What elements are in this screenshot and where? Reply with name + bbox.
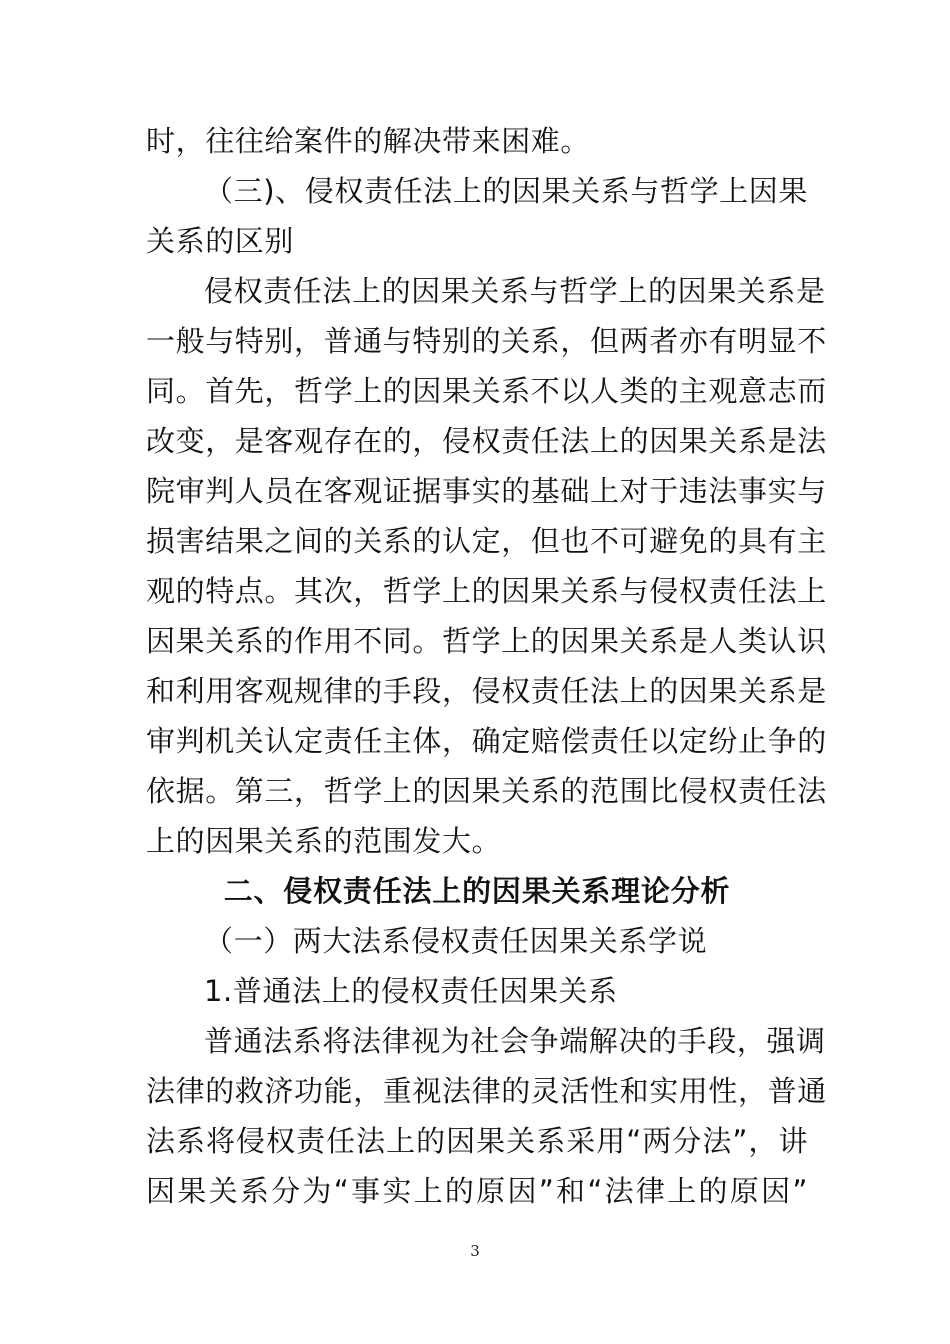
body-line-6: 同。首先，哲学上的因果关系不以人类的主观意志而	[146, 374, 827, 408]
subsubsection-heading: 1.普通法上的侵权责任因果关系	[204, 974, 618, 1008]
body-line-22: 因果关系分为“事实上的原因”和“法律上的原因”	[146, 1174, 808, 1208]
body-line-20: 法律的救济功能，重视法律的灵活性和实用性，普通	[146, 1074, 827, 1108]
document-body	[146, 116, 827, 1216]
body-line-11: 因果关系的作用不同。哲学上的因果关系是人类认识	[146, 624, 827, 658]
body-line-12: 和利用客观规律的手段，侵权责任法上的因果关系是	[146, 674, 827, 708]
body-line-15: 上的因果关系的范围发大。	[146, 824, 502, 858]
body-line-19: 普通法系将法律视为社会争端解决的手段，强调	[204, 1024, 826, 1058]
section-heading-3-line-1: （三)、侵权责任法上的因果关系与哲学上因果	[204, 174, 808, 208]
body-line-5: 一般与特别，普通与特别的关系，但两者亦有明显不	[146, 324, 827, 358]
body-line-13: 审判机关认定责任主体，确定赔偿责任以定纷止争的	[146, 724, 827, 758]
body-line-21: 法系将侵权责任法上的因果关系采用“两分法”，讲	[146, 1124, 808, 1158]
chapter-heading: 二、侵权责任法上的因果关系理论分析	[223, 874, 731, 908]
page-number: 3	[470, 1242, 480, 1260]
section-heading-3-line-2: 关系的区别	[146, 224, 295, 258]
body-line-14: 依据。第三，哲学上的因果关系的范围比侵权责任法	[146, 774, 827, 808]
subsection-heading: （一）两大法系侵权责任因果关系学说	[204, 924, 708, 958]
body-line-9: 损害结果之间的关系的认定，但也不可避免的具有主	[146, 524, 827, 558]
body-line-7: 改变，是客观存在的，侵权责任法上的因果关系是法	[146, 424, 827, 458]
body-line-8: 院审判人员在客观证据事实的基础上对于违法事实与	[146, 474, 827, 508]
body-line-4: 侵权责任法上的因果关系与哲学上的因果关系是	[204, 274, 826, 308]
body-line-1: 时，往往给案件的解决带来困难。	[146, 124, 591, 158]
body-line-10: 观的特点。其次，哲学上的因果关系与侵权责任法上	[146, 574, 827, 608]
